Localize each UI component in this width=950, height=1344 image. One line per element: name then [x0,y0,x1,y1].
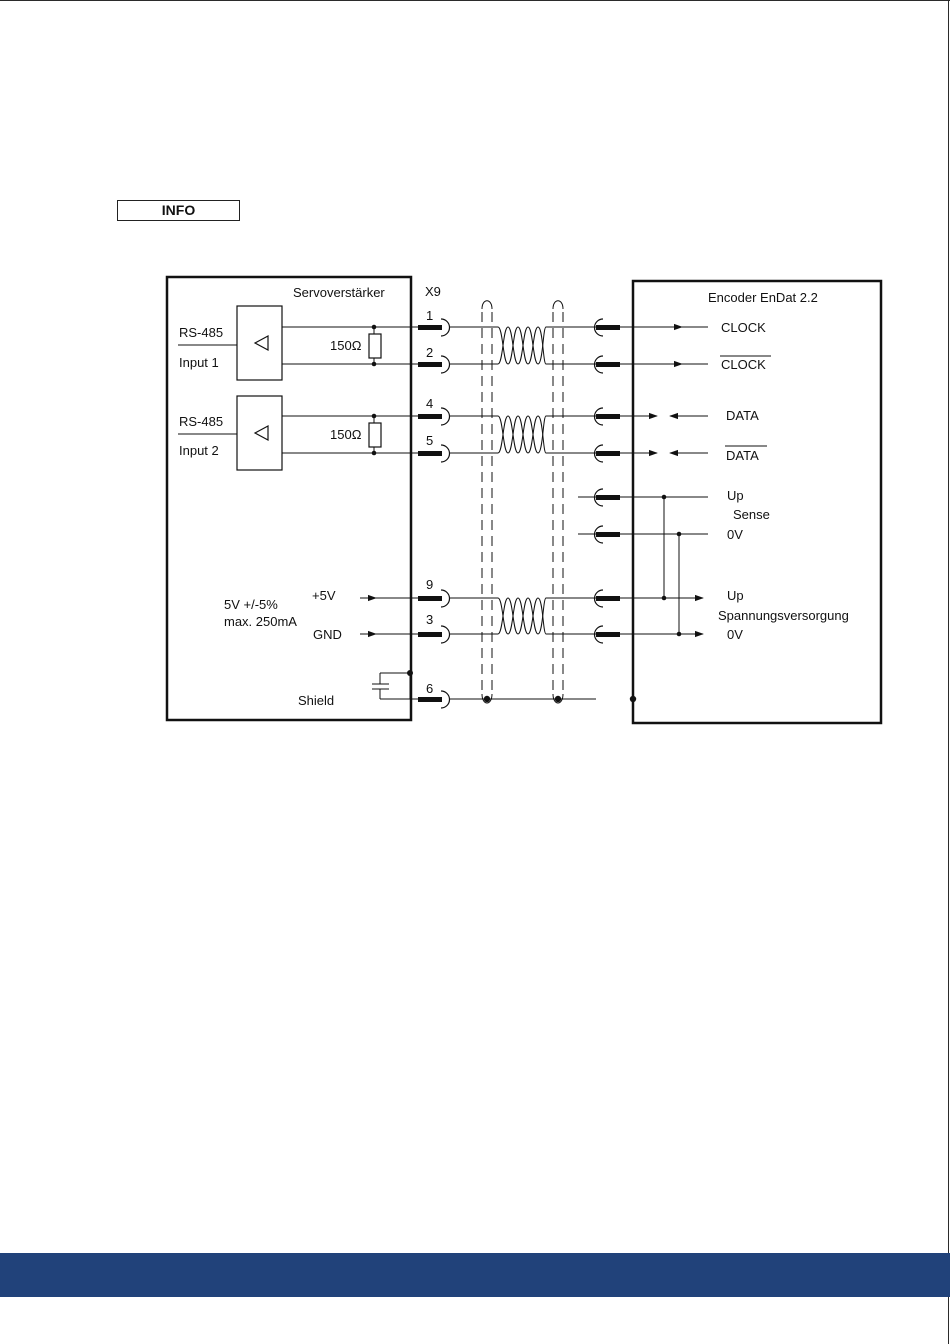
footer-bar [0,1253,950,1297]
pin-3-label: 3 [426,612,434,627]
encoder-connector-pins [578,319,620,643]
supply-spec-2: max. 250mA [224,614,297,629]
amp-connector-pins [418,319,450,708]
twisted-pairs [498,327,546,634]
sense-up-label: Up [727,488,744,503]
shield-capacitor [372,673,420,699]
supply-label: Spannungsversorgung [718,608,849,623]
gnd-label: GND [313,627,342,642]
pin-6-label: 6 [426,681,434,696]
cable-wires [449,327,596,699]
supply-spec-1: 5V +/-5% [224,597,278,612]
info-badge: INFO [117,200,240,221]
input1-label: Input 1 [179,355,219,370]
connector-label: X9 [425,284,441,299]
pin-1-label: 1 [426,308,434,323]
resistor-1-label: 150Ω [330,338,362,353]
resistor-2-label: 150Ω [330,427,362,442]
encoder-data-bar-label: DATA [726,448,759,463]
amplifier-title: Servoverstärker [293,285,385,300]
encoder-box [633,281,881,723]
receiver-block-2 [237,396,282,470]
pin-2-label: 2 [426,345,434,360]
encoder-clock-label: CLOCK [721,320,766,335]
supply-0v-label: 0V [727,627,743,642]
sense-label: Sense [733,507,770,522]
encoder-title: Encoder EnDat 2.2 [708,290,818,305]
plus5v-label: +5V [312,588,336,603]
encoder-clock-bar-label: CLOCK [721,357,766,372]
resistor-1 [369,334,381,358]
input2-bus-label: RS-485 [179,414,224,429]
cable-shield [482,312,563,696]
shield-label: Shield [298,693,335,708]
input1-bus-label: RS-485 [179,325,224,340]
receiver-block-1 [237,306,282,380]
encoder-data-label: DATA [726,408,759,423]
pin-4-label: 4 [426,396,434,411]
pin-9-label: 9 [426,577,434,592]
sense-0v-label: 0V [727,527,743,542]
supply-up-label: Up [727,588,744,603]
input2-label: Input 2 [179,443,219,458]
resistor-2 [369,423,381,447]
pin-5-label: 5 [426,433,434,448]
